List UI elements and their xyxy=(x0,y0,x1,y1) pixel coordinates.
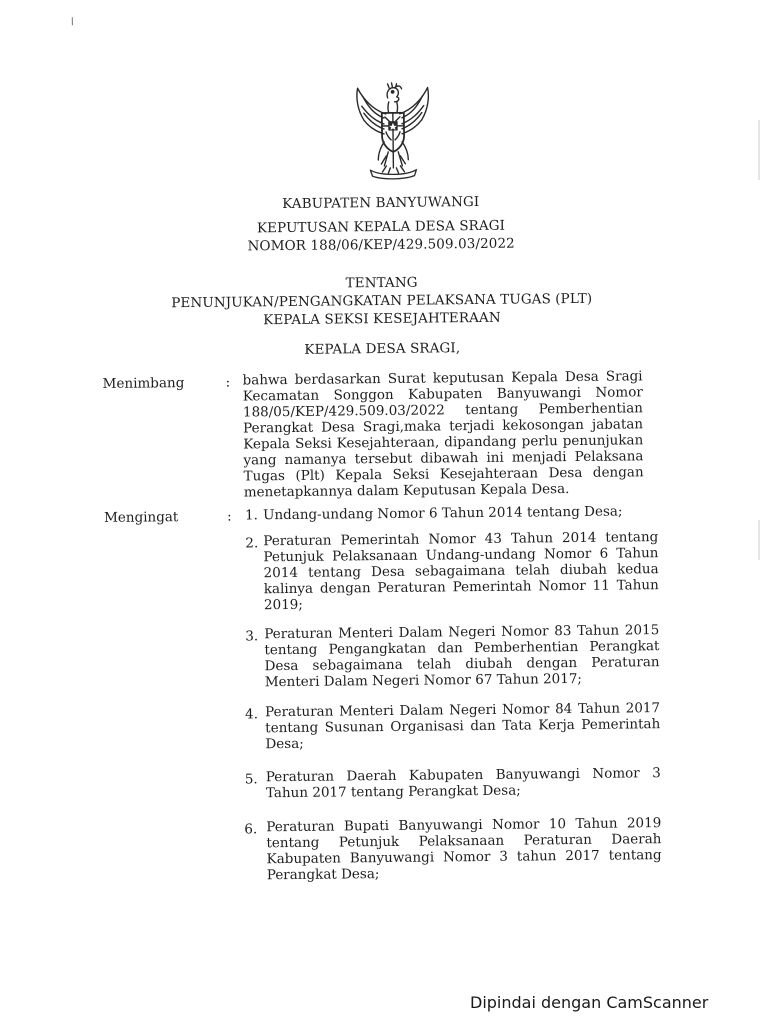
list-item: Peraturan Pemerintah Nomor 43 Tahun 2014 tentang Petunjuk Pelaksanaan Undang-undang Nomor 6 Tahun 2014 tentang Desa sebagaimana telah diubah kedua kalinya dengan Peraturan Pemerintah Nomor 11 Tahun 2019; xyxy=(263,529,659,613)
mengingat-label: Mengingat xyxy=(104,509,178,526)
list-item-number: 5. xyxy=(245,771,258,787)
menimbang-label: Menimbang xyxy=(103,375,185,392)
camscanner-watermark: Dipindai dengan CamScanner xyxy=(470,993,740,1012)
garuda-pancasila-icon xyxy=(343,79,440,180)
scan-edge-shadow xyxy=(758,520,760,560)
list-item-number: 4. xyxy=(245,706,258,722)
scan-speck xyxy=(72,17,73,25)
issuer-heading: KEPALA DESA SRAGI, xyxy=(0,337,766,361)
list-item: Peraturan Daerah Kabupaten Banyuwangi Nomor 3 Tahun 2017 tentang Perangkat Desa; xyxy=(266,765,661,801)
menimbang-colon: : xyxy=(226,375,231,391)
list-item: Peraturan Menteri Dalam Negeri Nomor 84 Tahun 2017 tentang Susunan Organisasi dan Tata Kerja Pemerintah Desa; xyxy=(265,700,660,752)
about-label: TENTANG xyxy=(0,271,766,295)
list-item: Undang-undang Nomor 6 Tahun 2014 tentang Desa; xyxy=(263,503,658,523)
list-item-number: 1. xyxy=(245,507,258,523)
mengingat-colon: : xyxy=(227,509,232,525)
list-item-number: 3. xyxy=(245,628,258,644)
list-item: Peraturan Menteri Dalam Negeri Nomor 83 Tahun 2015 tentang Pengangkatan dan Pemberhentian Perangkat Desa sebagaimana telah diubah dengan Peraturan Menteri Dalam Negeri Nomor 67 Tahun 2017; xyxy=(264,622,660,690)
regency-heading: KABUPATEN BANYUWANGI xyxy=(0,191,765,215)
decree-title: KEPUTUSAN KEPALA DESA SRAGI xyxy=(0,215,765,239)
list-item: Peraturan Bupati Banyuwangi Nomor 10 Tahun 2019 tentang Petunjuk Pelaksanaan Peraturan Daerah Kabupaten Banyuwangi Nomor 3 tahun 2017 tentang Perangkat Desa; xyxy=(266,815,662,883)
decree-number: NOMOR 188/06/KEP/429.509.03/2022 xyxy=(0,233,765,257)
scan-edge-shadow xyxy=(758,120,760,180)
list-item-number: 6. xyxy=(244,821,257,837)
garuda-emblem-icon xyxy=(343,79,440,180)
list-item-number: 2. xyxy=(245,535,258,551)
menimbang-text: bahwa berdasarkan Surat keputusan Kepala Desa Sragi Kecamatan Songgon Kabupaten Banyuwangi Nomor 188/05/KEP/429.509.03/2022 tentang Pemberhentian Perangkat Desa Sragi,maka terjadi kekosongan jabatan Kepala Seksi Kesejahteraan, dipandang perlu penunjukan yang namanya tersebut dibawah ini menjadi Pelaksana Tugas (Plt) Kepala Seksi Kesejahteraan Desa dengan menetapkannya dalam Keputusan Kepala Desa. xyxy=(243,368,644,500)
subject-line-2: KEPALA SEKSI KESEJAHTERAAN xyxy=(0,307,766,331)
subject-line-1: PENUNJUKAN/PENGANGKATAN PELAKSANA TUGAS (PLT) xyxy=(0,289,766,313)
